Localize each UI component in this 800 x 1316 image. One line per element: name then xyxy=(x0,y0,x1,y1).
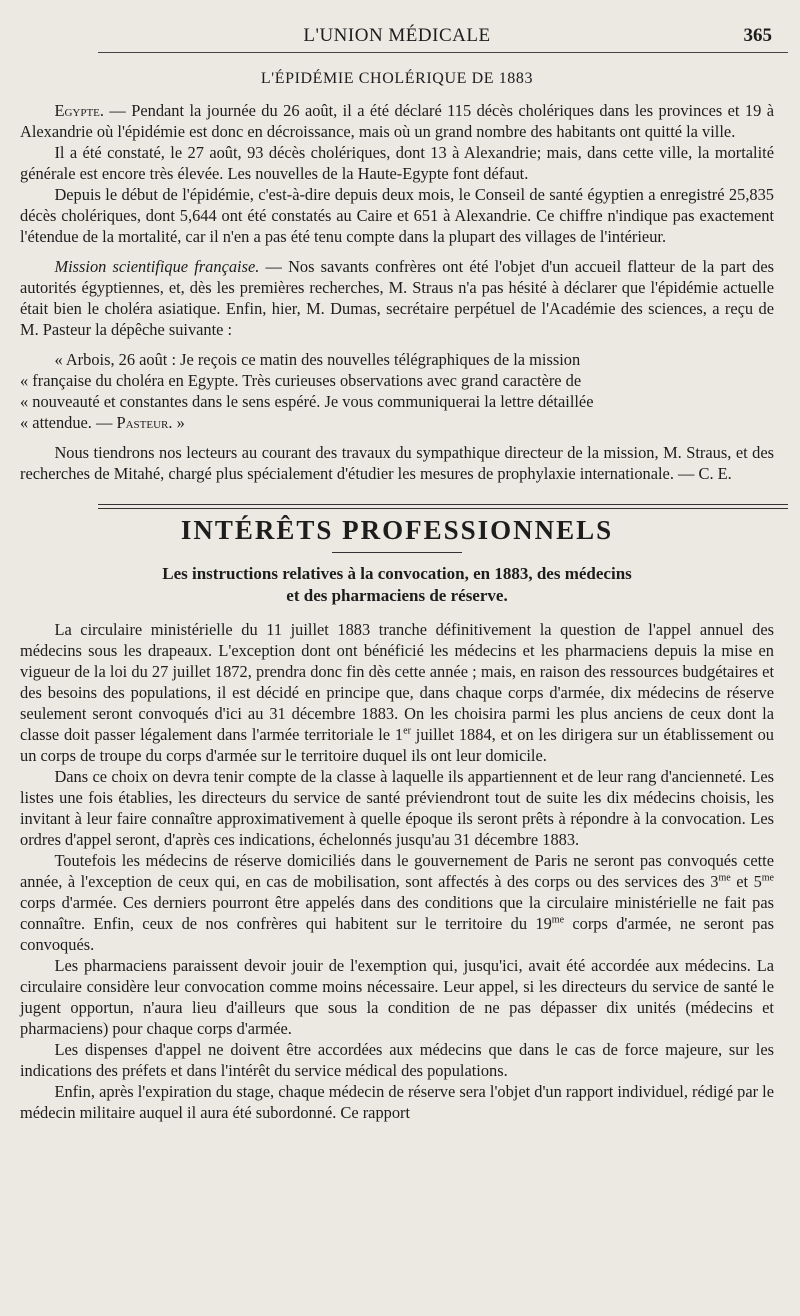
paragraph-text: juillet 1884, et on les dirigera sur un établissement ou un corps de troupe du corps d'armée sur le territoire duquel ils ont leur domicile. xyxy=(20,725,774,765)
paragraph-pharmaciens: Les pharmaciens paraissent devoir jouir de l'exemption qui, jusqu'ici, avait été accordée aux médecins. La circulaire considère leur convocation comme moins nécessaire. Leur appel, si les directeurs du service de santé le jugent opportun, n'aura lieu d'ailleurs que sous la condition de ne pas dépasser dix unités (médecins et pharmaciens) pour chaque corps d'armée. xyxy=(20,956,774,1038)
paragraph-text: Toutefois les médecins de réserve domiciliés dans le gouvernement de Paris ne seront pas convoqués cette année, à l'exception de ceux qui, en cas de mobilisation, sont affectés à des corps ou des services des 3 xyxy=(20,851,774,891)
superscript: me xyxy=(551,914,565,926)
header-rule xyxy=(98,52,788,53)
paragraph-dispenses: Les dispenses d'appel ne doivent être accordées aux médecins que dans le cas de force majeure, sur les indications des préfets et dans l'intérêt du service médical des populations. xyxy=(20,1040,774,1080)
paragraph-enfin: Enfin, après l'expiration du stage, chaque médecin de réserve sera l'objet d'un rapport individuel, rédigé par le médecin militaire auquel il aura été subordonné. Ce rapport xyxy=(20,1082,774,1122)
subheading-line: Les instructions relatives à la convocation, en 1883, des médecins xyxy=(162,564,632,583)
spacer xyxy=(20,433,774,442)
heading-rule xyxy=(332,552,462,553)
paragraph-text: — Pendant la journée du 26 août, il a été déclaré 115 décès cholériques dans les provinces et 19 à Alexandrie où l'épidémie est donc en décroissance, mais où un grand nombre des habitants ont quitté la ville. xyxy=(20,101,774,141)
paragraph-lead: Mission scientifique française. xyxy=(54,257,260,276)
telegram-quote xyxy=(20,349,774,433)
quote-text: . » xyxy=(168,413,185,432)
quote-text: « attendue. — xyxy=(20,413,117,432)
paragraph-lecteurs: Nous tiendrons nos lecteurs au courant des travaux du sympathique directeur de la mission, M. Straus, et des recherches de Mitahé, chargé plus spécialement d'étudier les mesures de prophylaxie internationale. — C. E. xyxy=(20,443,774,483)
journal-title: L'UNION MÉDICALE xyxy=(303,25,491,46)
section-title: L'ÉPIDÉMIE CHOLÉRIQUE DE 1883 xyxy=(260,70,534,87)
paragraph-egypte xyxy=(20,100,774,142)
quote-line: « Arbois, 26 août : Je reçois ce matin des nouvelles télégraphiques de la mission xyxy=(54,350,581,369)
paragraph-circulaire xyxy=(20,619,774,766)
subheading-line: et des pharmaciens de réserve. xyxy=(286,586,508,605)
paragraph-lead: Egypte. xyxy=(54,101,104,120)
paragraph-mission xyxy=(20,256,774,340)
quote-line xyxy=(20,412,774,433)
running-header xyxy=(20,0,774,52)
paragraph-constate: Il a été constaté, le 27 août, 93 décès cholériques, dont 13 à Alexandrie; mais, dans cette ville, la mortalité générale est encore très élevée. Les nouvelles de la Haute-Egypte font défaut. xyxy=(20,143,774,183)
quote-signature: Pasteur xyxy=(116,413,169,432)
page-number: 365 xyxy=(743,25,772,46)
paragraph-choix: Dans ce choix on devra tenir compte de la classe à laquelle ils appartiennent et de leur rang d'ancienneté. Les listes une fois établies, les directeurs du service de santé préviendront tout de suite les dix médecins choisis, les invitant à leur faire connaître approximativement à quelle époque ils seront prêts à répondre à la convocation. Les ordres d'appel seront, d'après ces indications, échelonnés jusqu'au 31 décembre 1883. xyxy=(20,767,774,849)
interets-heading: INTÉRÊTS PROFESSIONNELS xyxy=(180,515,614,545)
superscript: me xyxy=(718,872,731,884)
quote-line: « nouveauté et constantes dans le sens espéré. Je vous communiquerai la lettre détaillée xyxy=(20,392,594,411)
spacer xyxy=(20,247,774,256)
paragraph-toutefois xyxy=(20,850,774,955)
spacer xyxy=(20,340,774,349)
paragraph-text: corps d'armée, ne seront pas convoqués. xyxy=(20,914,774,954)
paragraph-text: La circulaire ministérielle du 11 juillet 1883 tranche définitivement la question de l'appel annuel des médecins sous les drapeaux. L'exception dont ont bénéficié les médecins et les pharmaciens depuis la mise en vigueur de la loi du 27 juillet 1872, prendra donc fin dès cette année ; mais, en raison des ressources budgétaires et des besoins des populations, il est décidé en principe que, dans chaque corps d'armée, dix médecins de réserve seulement seront convoqués d'ici au 31 décembre 1883. On les choisira parmi les plus anciens de ceux dont la classe doit passer légalement dans l'armée territoriale le 1 xyxy=(20,620,774,744)
superscript: me xyxy=(761,872,774,884)
superscript: er xyxy=(403,725,411,737)
quote-line: « française du choléra en Egypte. Très curieuses observations avec grand caractère de xyxy=(20,371,582,390)
paragraph-depuis: Depuis le début de l'épidémie, c'est-à-dire depuis deux mois, le Conseil de santé égyptien a enregistré 25,835 décès cholériques, dont 5,644 ont été constatés au Caire et 651 à Alexandrie. Ce chiffre n'indique pas exactement l'étendue de la mortalité, car il n'en a pas été tenu compte dans la plupart des villages de l'intérieur. xyxy=(20,185,774,246)
article-subheading xyxy=(20,563,774,607)
paragraph-text: et 5 xyxy=(730,872,762,891)
section-divider xyxy=(98,504,788,509)
paragraph-text: corps d'armée. Ces derniers pourront être appelés dans des conditions que la circulaire ministérielle ne fait pas connaître. Enfin, ceux de nos confrères qui habitent sur le territoire du 19 xyxy=(20,893,774,933)
paragraph-text: — Nos savants confrères ont été l'objet d'un accueil flatteur de la part des autorités égyptiennes, et, dès les premières recherches, M. Straus n'a pas hésité à déclarer que l'épidémie actuelle était bien le choléra asiatique. Enfin, hier, M. Dumas, secrétaire perpétuel de l'Académie des sciences, a reçu de M. Pasteur la dépêche suivante : xyxy=(20,257,774,339)
